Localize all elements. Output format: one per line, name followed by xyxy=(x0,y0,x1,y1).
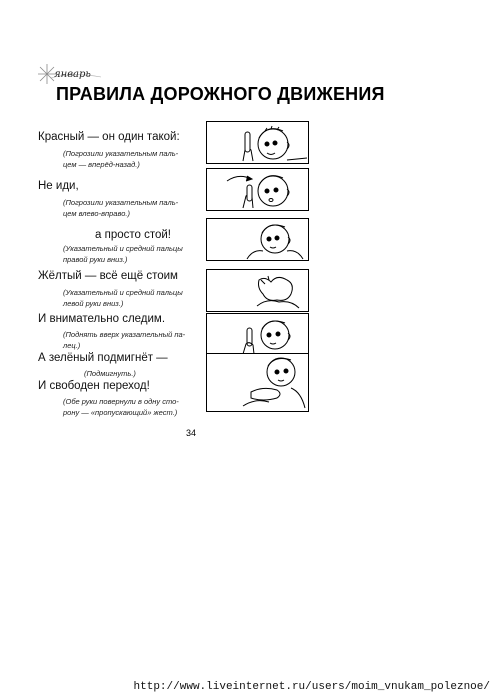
note-6 xyxy=(84,369,136,380)
verse-1: Красный — он один такой: xyxy=(38,131,180,143)
note-1 xyxy=(63,149,178,170)
note-5 xyxy=(63,330,185,351)
note-7 xyxy=(63,397,179,418)
note-line: цем влево-вправо.) xyxy=(63,208,130,218)
verse-5: И внимательно следим. xyxy=(38,313,166,325)
footer-url[interactable]: http://www.liveinternet.ru/users/moim_vnukam_poleznoe/ xyxy=(133,681,490,693)
month-badge xyxy=(37,62,103,86)
note-line: (Подмигнуть.) xyxy=(84,369,136,378)
illustration-panel-5 xyxy=(206,313,309,356)
note-line: (Погрозили указательным паль- xyxy=(63,198,179,207)
illustration-panel-6 xyxy=(206,353,309,412)
page-title: ПРАВИЛА ДОРОЖНОГО ДВИЖЕНИЯ xyxy=(56,84,385,104)
note-line: лец.) xyxy=(63,340,81,350)
note-line: цем — вперёд-назад.) xyxy=(63,159,140,169)
illustration-panel-2 xyxy=(206,168,309,211)
month-label: январь xyxy=(54,69,91,80)
boy-finger-raised-icon xyxy=(207,122,308,163)
boy-head-turned-icon xyxy=(207,270,308,311)
note-line: правой руки вниз.) xyxy=(63,254,128,264)
note-line: (Поднять вверх указательный па- xyxy=(63,330,186,339)
note-line: (Указательный и средний пальцы xyxy=(63,244,183,253)
boy-passing-gesture-icon xyxy=(207,354,308,411)
boy-finger-up-icon xyxy=(207,314,308,355)
boy-finger-wave-icon xyxy=(207,169,308,210)
verse-3: а просто стой! xyxy=(95,229,171,241)
note-4 xyxy=(63,288,183,309)
note-line: рону — «пропускающий» жест.) xyxy=(63,407,178,417)
verse-6: А зелёный подмигнёт — xyxy=(38,352,168,364)
illustration-panel-3 xyxy=(206,218,309,261)
verse-4: Жёлтый — всё ещё стоим xyxy=(38,270,178,282)
note-line: (Погрозили указательным паль- xyxy=(63,149,179,158)
page-number: 34 xyxy=(186,428,197,438)
note-3 xyxy=(63,244,183,265)
verse-7: И свободен переход! xyxy=(38,380,150,392)
note-line: левой руки вниз.) xyxy=(63,298,124,308)
boy-arms-down-icon xyxy=(207,219,308,260)
illustration-panel-1 xyxy=(206,121,309,164)
note-line: (Обе руки повернули в одну сто- xyxy=(63,397,179,406)
note-2 xyxy=(63,198,178,219)
note-line: (Указательный и средний пальцы xyxy=(63,288,183,297)
illustration-panel-4 xyxy=(206,269,309,312)
verse-2: Не иди, xyxy=(38,180,79,192)
